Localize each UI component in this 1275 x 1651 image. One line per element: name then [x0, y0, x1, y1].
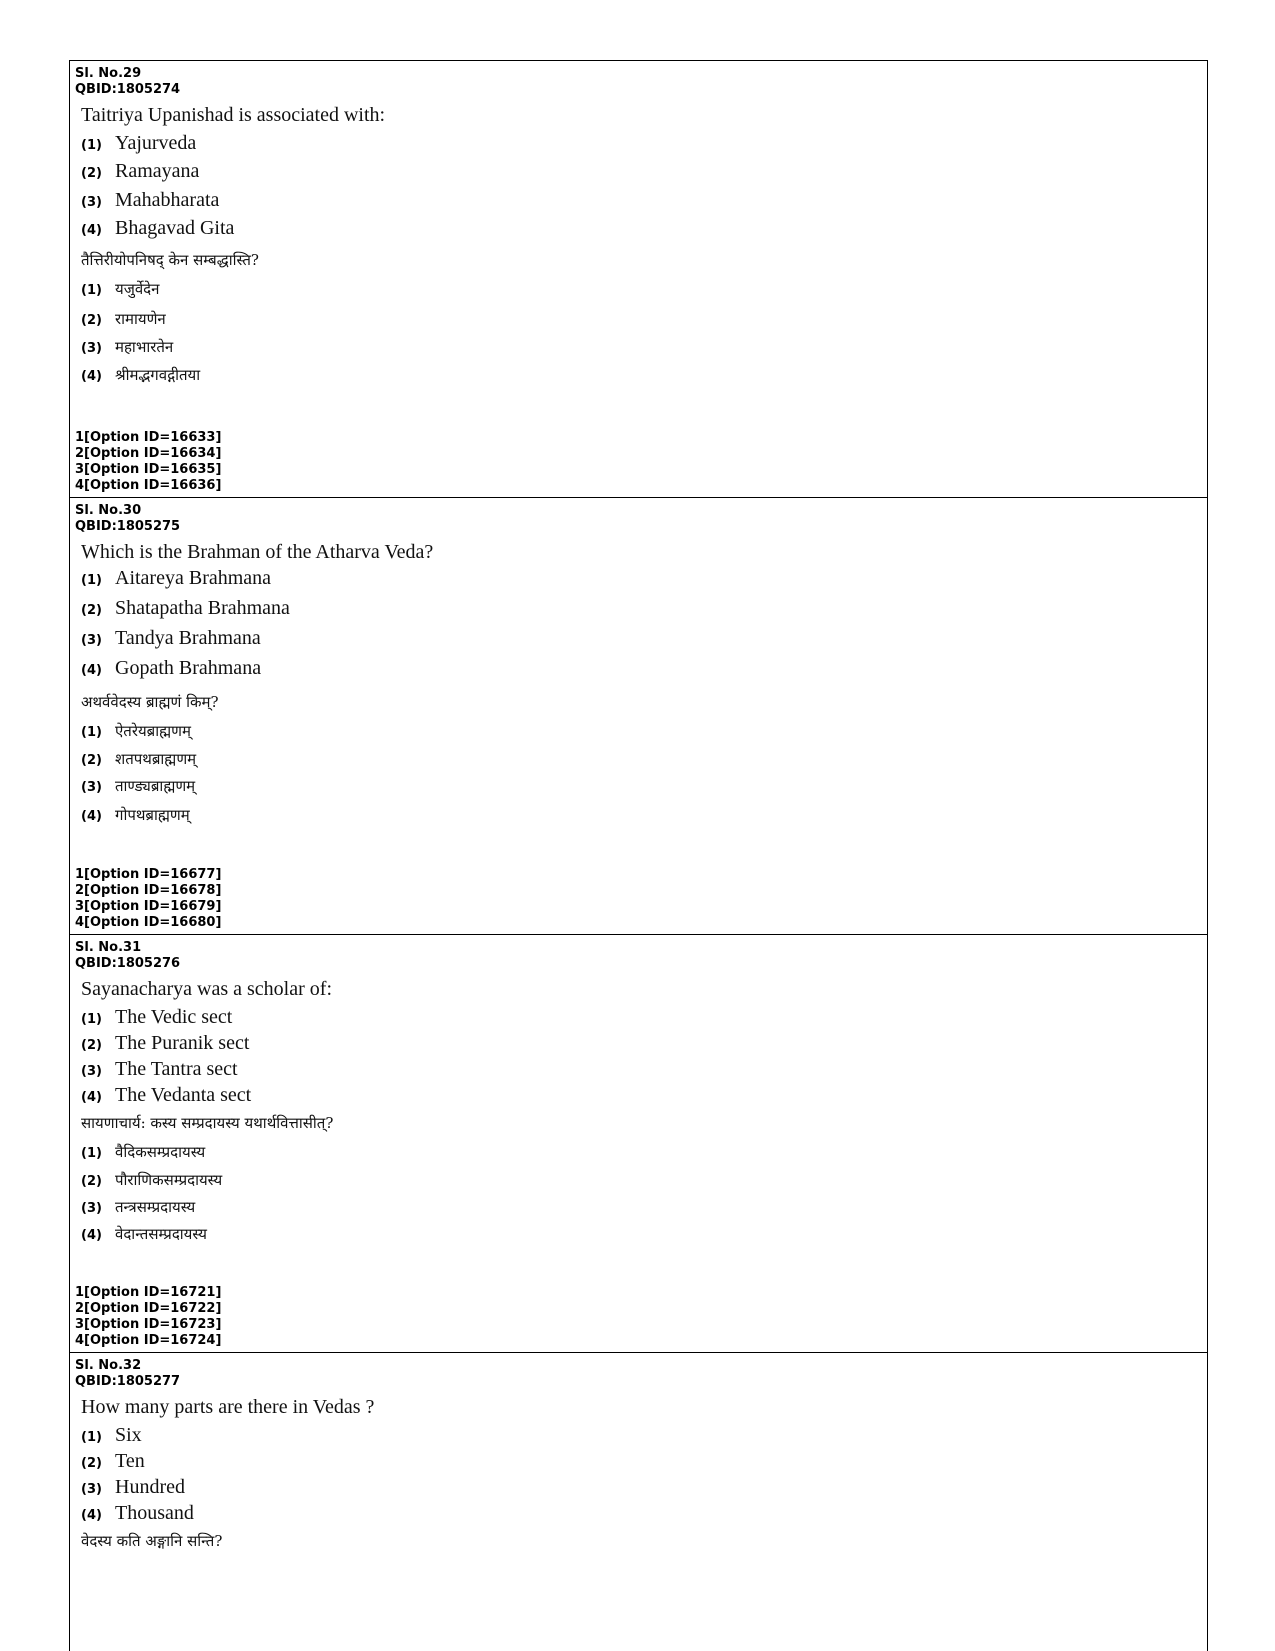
option-number: (1): [81, 573, 102, 588]
option-id: 1[Option ID=16677]: [75, 867, 222, 882]
qbid: QBID:1805274: [75, 82, 181, 97]
question-hindi: सायणाचार्य: कस्य सम्प्रदायस्य यथार्थवित्तासीत्?: [81, 1114, 334, 1132]
option-number: (3): [81, 780, 102, 795]
option-id: 3[Option ID=16635]: [75, 462, 222, 477]
option-text: तन्त्रसम्प्रदायस्य: [115, 1198, 196, 1216]
option-number: (1): [81, 1012, 102, 1027]
option-hi-2: [81, 309, 1207, 337]
option-text: वैदिकसम्प्रदायस्य: [115, 1143, 206, 1161]
option-number: (4): [81, 1090, 102, 1105]
serial-number: Sl. No.31: [75, 940, 142, 955]
option-text: The Tantra sect: [115, 1058, 238, 1080]
option-text: शतपथब्राह्मणम्: [115, 750, 197, 768]
option-text: Ramayana: [115, 160, 200, 182]
option-en-3: [81, 627, 1207, 657]
option-en-4: [81, 1502, 1207, 1528]
option-text: The Vedic sect: [115, 1006, 233, 1028]
question-english: How many parts are there in Vedas ?: [81, 1396, 375, 1418]
option-hi-1: [81, 1142, 1207, 1170]
option-en-4: [81, 1084, 1207, 1110]
option-text: Gopath Brahmana: [115, 657, 262, 679]
option-en-2: [81, 1450, 1207, 1476]
option-number: (4): [81, 1508, 102, 1523]
option-text: ताण्ड्यब्राह्मणम्: [115, 777, 196, 795]
option-hi-1: [81, 721, 1207, 749]
option-en-3: [81, 189, 1207, 217]
option-hi-2: [81, 1170, 1207, 1197]
option-text: Mahabharata: [115, 189, 220, 211]
question-english: Which is the Brahman of the Atharva Veda?: [81, 541, 434, 563]
option-text: Six: [115, 1424, 142, 1446]
option-number: (3): [81, 341, 102, 356]
option-number: (2): [81, 753, 102, 768]
option-hi-4: [81, 805, 1207, 833]
option-id: 4[Option ID=16636]: [75, 478, 222, 493]
option-id: 2[Option ID=16722]: [75, 1301, 222, 1316]
question-hindi: तैत्तिरीयोपनिषद् केन सम्बद्धास्ति?: [81, 251, 259, 269]
option-id: 3[Option ID=16723]: [75, 1317, 222, 1332]
option-text: Ten: [115, 1450, 145, 1472]
option-number: (2): [81, 603, 102, 618]
question-block-32: [70, 1352, 1207, 1651]
option-text: Tandya Brahmana: [115, 627, 261, 649]
option-text: Thousand: [115, 1502, 194, 1524]
option-number: (2): [81, 1456, 102, 1471]
option-en-3: [81, 1476, 1207, 1502]
option-en-2: [81, 597, 1207, 627]
option-id: 3[Option ID=16679]: [75, 899, 222, 914]
option-id: 2[Option ID=16634]: [75, 446, 222, 461]
option-id: 4[Option ID=16724]: [75, 1333, 222, 1348]
option-hi-4: [81, 1224, 1207, 1252]
option-number: (4): [81, 1228, 102, 1243]
option-number: (1): [81, 725, 102, 740]
option-hi-3: [81, 1197, 1207, 1224]
qbid: QBID:1805275: [75, 519, 181, 534]
option-id: 2[Option ID=16678]: [75, 883, 222, 898]
option-text: रामायणेन: [115, 310, 166, 328]
option-number: (4): [81, 369, 102, 384]
option-number: (2): [81, 1174, 102, 1189]
option-id-list: [75, 1285, 221, 1349]
option-text: यजुर्वेदेन: [115, 280, 160, 298]
option-en-1: [81, 567, 1207, 597]
option-hi-4: [81, 365, 1207, 393]
option-number: (1): [81, 138, 102, 153]
question-hindi: अथर्ववेदस्य ब्राह्मणं किम्?: [81, 693, 219, 711]
option-en-3: [81, 1058, 1207, 1084]
option-text: The Vedanta sect: [115, 1084, 252, 1106]
option-number: (2): [81, 313, 102, 328]
option-text: Hundred: [115, 1476, 185, 1498]
option-id: 1[Option ID=16721]: [75, 1285, 222, 1300]
option-number: (3): [81, 1482, 102, 1497]
option-en-2: [81, 1032, 1207, 1058]
option-en-1: [81, 1424, 1207, 1450]
question-block-29: [70, 60, 1207, 497]
option-en-2: [81, 160, 1207, 189]
serial-number: Sl. No.30: [75, 503, 142, 518]
option-text: महाभारतेन: [115, 338, 174, 356]
option-id-list: [75, 867, 221, 931]
option-text: The Puranik sect: [115, 1032, 250, 1054]
option-number: (2): [81, 166, 102, 181]
option-id-list: [75, 430, 221, 494]
option-text: ऐतरेयब्राह्मणम्: [115, 722, 191, 740]
option-text: Shatapatha Brahmana: [115, 597, 290, 619]
option-number: (3): [81, 1064, 102, 1079]
option-text: Aitareya Brahmana: [115, 567, 272, 589]
question-paper: [69, 60, 1208, 1651]
option-number: (4): [81, 663, 102, 678]
option-number: (3): [81, 195, 102, 210]
option-en-1: [81, 132, 1207, 160]
question-english: Taitriya Upanishad is associated with:: [81, 104, 386, 126]
question-hindi: वेदस्य कति अङ्गानि सन्ति?: [81, 1532, 223, 1550]
option-text: श्रीमद्भगवद्गीतया: [115, 366, 201, 384]
option-number: (3): [81, 1201, 102, 1216]
option-number: (2): [81, 1038, 102, 1053]
option-en-1: [81, 1006, 1207, 1032]
option-number: (1): [81, 283, 102, 298]
option-id: 4[Option ID=16680]: [75, 915, 222, 930]
question-block-30: [70, 497, 1207, 934]
option-text: वेदान्तसम्प्रदायस्य: [115, 1225, 207, 1243]
option-number: (4): [81, 223, 102, 238]
option-number: (3): [81, 633, 102, 648]
question-english: Sayanacharya was a scholar of:: [81, 978, 332, 1000]
option-en-4: [81, 217, 1207, 245]
option-text: Bhagavad Gita: [115, 217, 235, 239]
option-hi-2: [81, 749, 1207, 776]
option-hi-3: [81, 776, 1207, 805]
question-block-31: [70, 934, 1207, 1352]
option-number: (4): [81, 809, 102, 824]
option-number: (1): [81, 1146, 102, 1161]
option-en-4: [81, 657, 1207, 687]
option-text: गोपथब्राह्मणम्: [115, 806, 190, 824]
qbid: QBID:1805276: [75, 956, 181, 971]
option-hi-3: [81, 337, 1207, 365]
serial-number: Sl. No.32: [75, 1358, 142, 1373]
option-text: पौराणिकसम्प्रदायस्य: [115, 1171, 223, 1189]
option-hi-1: [81, 279, 1207, 309]
qbid: QBID:1805277: [75, 1374, 181, 1389]
option-id: 1[Option ID=16633]: [75, 430, 222, 445]
option-number: (1): [81, 1430, 102, 1445]
serial-number: Sl. No.29: [75, 66, 142, 81]
option-text: Yajurveda: [115, 132, 197, 154]
